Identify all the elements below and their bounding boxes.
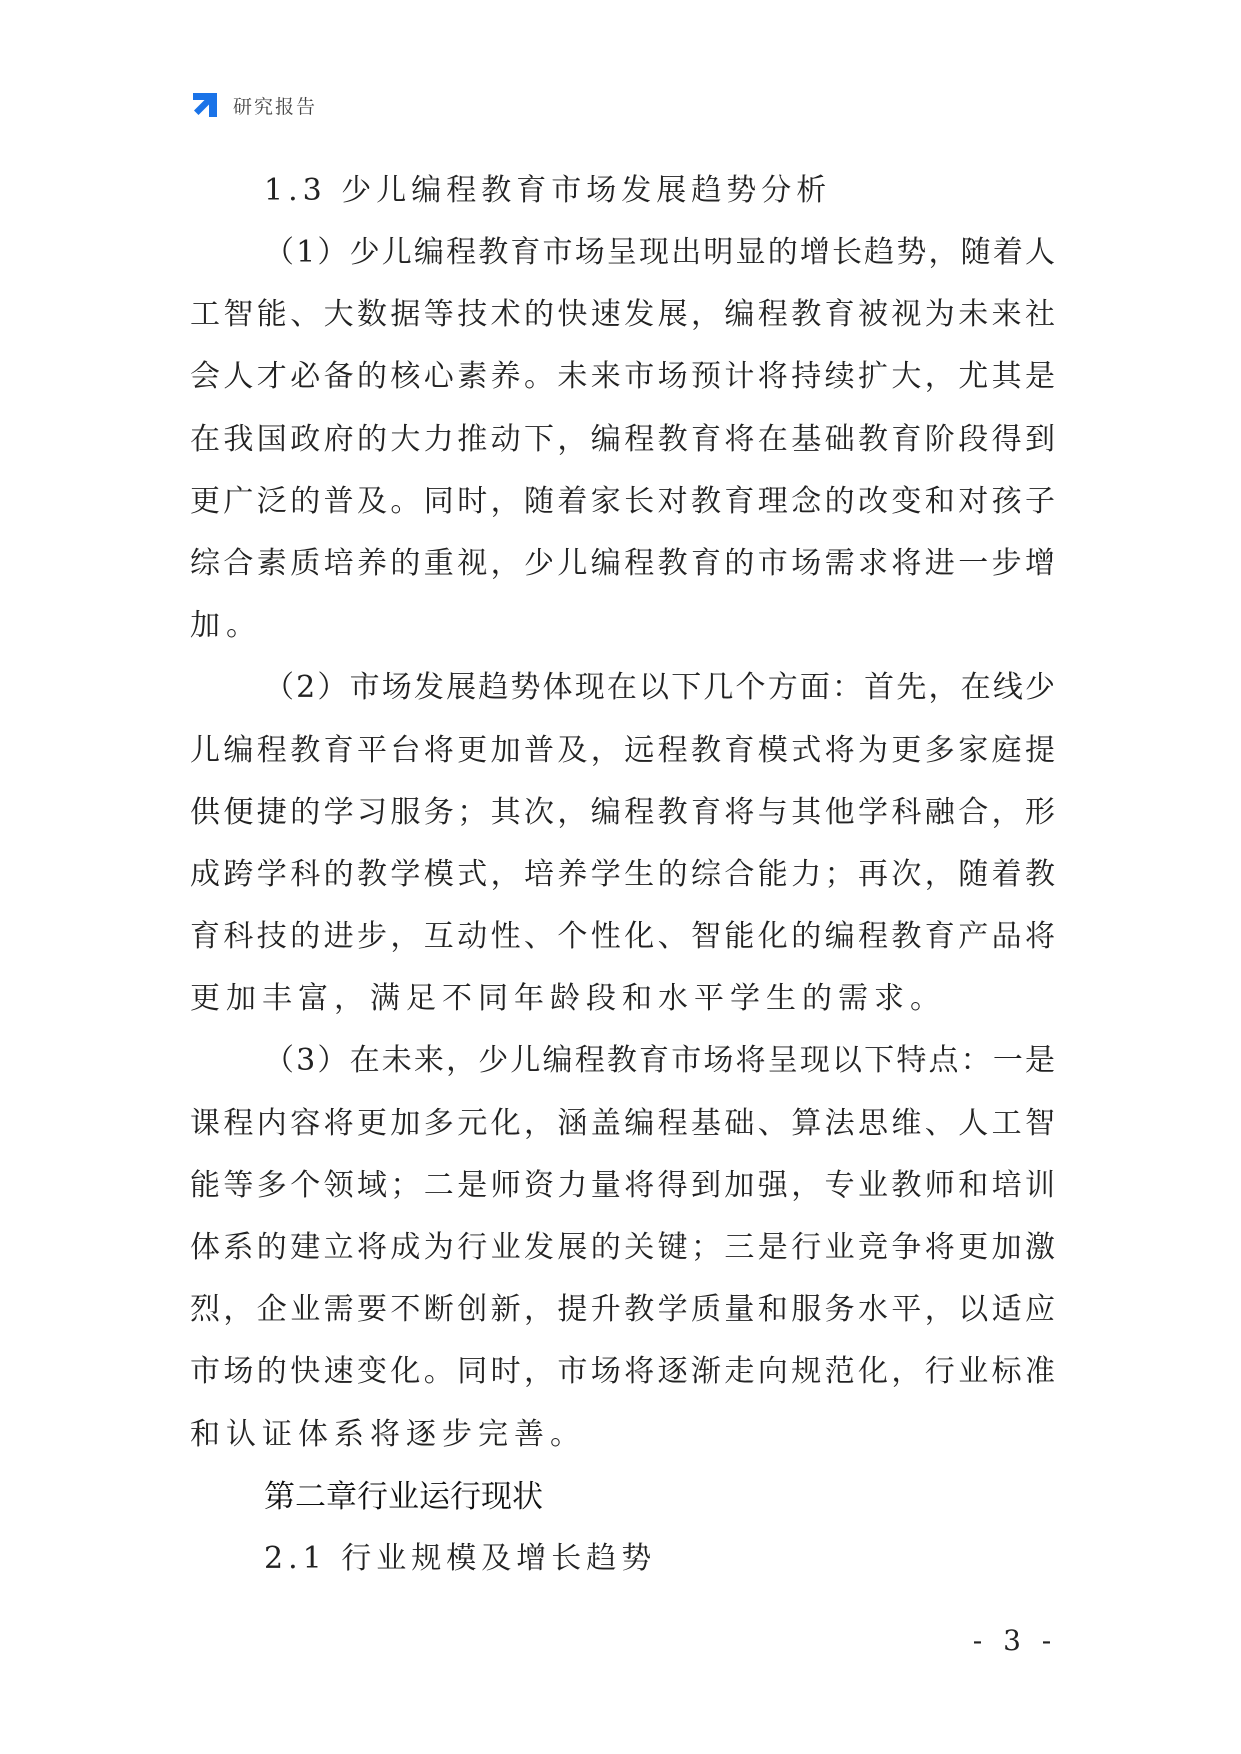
section-heading-2-1: 2.1 行业规模及增长趋势 bbox=[264, 1540, 657, 1576]
paragraph-line: 更加丰富，满足不同年龄段和水平学生的需求。 bbox=[190, 981, 946, 1017]
paragraph-3 bbox=[190, 1030, 1056, 1465]
page-header bbox=[189, 88, 317, 122]
paragraph-1 bbox=[190, 222, 1056, 657]
paragraph-line: 成跨学科的教学模式，培养学生的综合能力；再次，随着教 bbox=[190, 856, 1056, 892]
paragraph-2 bbox=[190, 657, 1056, 1030]
page-number: - 3 - bbox=[972, 1624, 1058, 1657]
paragraph-line: （1）少儿编程教育市场呈现出明显的增长趋势，随着人 bbox=[264, 235, 1056, 270]
paragraph-line: 在我国政府的大力推动下，编程教育将在基础教育阶段得到 bbox=[190, 421, 1056, 457]
paragraph-line: 课程内容将更加多元化，涵盖编程基础、算法思维、人工智 bbox=[190, 1105, 1056, 1141]
paragraph-line: 更广泛的普及。同时，随着家长对教育理念的改变和对孩子 bbox=[190, 483, 1056, 519]
paragraph-line: 工智能、大数据等技术的快速发展，编程教育被视为未来社 bbox=[190, 297, 1056, 333]
section-heading-1-3: 1.3 少儿编程教育市场发展趋势分析 bbox=[264, 173, 832, 208]
arrow-up-right-icon bbox=[189, 89, 221, 121]
header-label: 研究报告 bbox=[233, 95, 318, 118]
document-body bbox=[190, 160, 1056, 1590]
paragraph-line: 综合素质培养的重视，少儿编程教育的市场需求将进一步增 bbox=[190, 545, 1056, 581]
paragraph-line: 烈，企业需要不断创新，提升教学质量和服务水平，以适应 bbox=[190, 1292, 1056, 1328]
paragraph-line: 加。 bbox=[190, 608, 262, 644]
paragraph-line: 市场的快速变化。同时，市场将逐渐走向规范化，行业标准 bbox=[190, 1354, 1056, 1390]
paragraph-line: 体系的建立将成为行业发展的关键；三是行业竞争将更加激 bbox=[190, 1230, 1056, 1265]
paragraph-line: 儿编程教育平台将更加普及，远程教育模式将为更多家庭提 bbox=[190, 732, 1056, 768]
chapter-title: 第二章行业运行现状 bbox=[264, 1478, 543, 1515]
paragraph-line: 和认证体系将逐步完善。 bbox=[190, 1416, 586, 1452]
paragraph-line: 供便捷的学习服务；其次，编程教育将与其他学科融合，形 bbox=[190, 794, 1056, 830]
paragraph-line: 会人才必备的核心素养。未来市场预计将持续扩大，尤其是 bbox=[190, 359, 1056, 395]
paragraph-line: 能等多个领域；二是师资力量将得到加强，专业教师和培训 bbox=[190, 1167, 1056, 1203]
paragraph-line: （2）市场发展趋势体现在以下几个方面：首先，在线少 bbox=[264, 670, 1056, 706]
paragraph-line: （3）在未来，少儿编程教育市场将呈现以下特点：一是 bbox=[264, 1043, 1056, 1079]
paragraph-line: 育科技的进步，互动性、个性化、智能化的编程教育产品将 bbox=[190, 919, 1056, 955]
